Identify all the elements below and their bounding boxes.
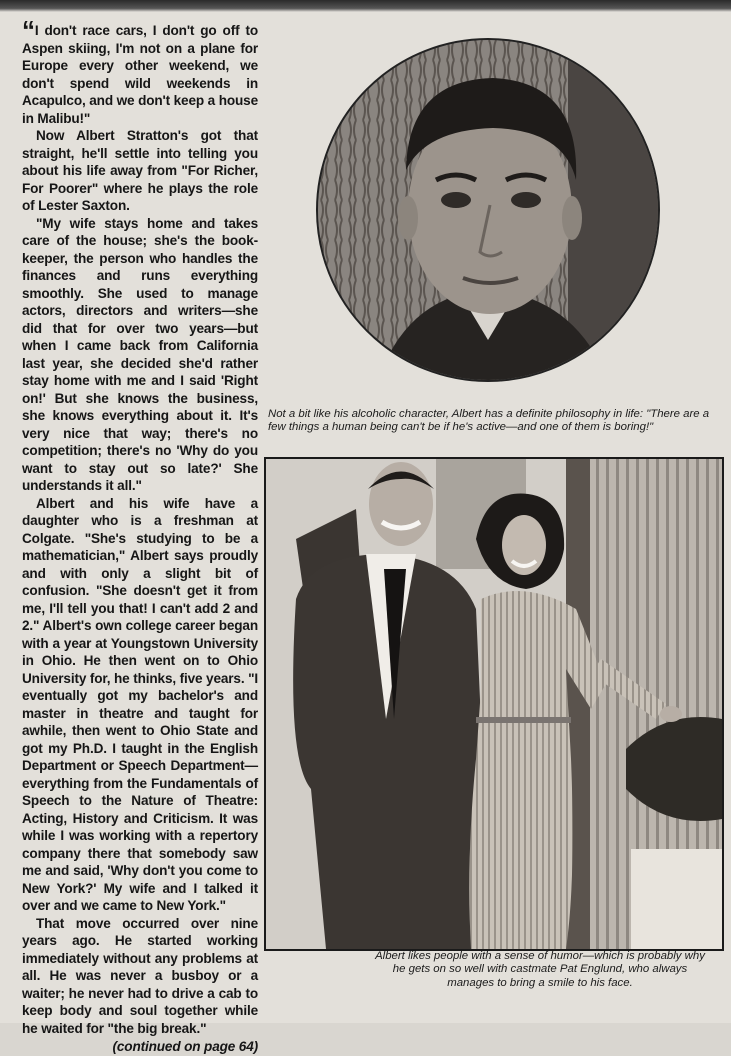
article-paragraph-2: Now Albert Stratton's got that straight, he'll settle into telling you about his life away from "For Richer, For Poorer" where he plays the role of Lester Saxton. [22,128,258,213]
article-paragraph-3: "My wife stays home and takes care of the house; she's the book-keeper, the person who handles the finances and runs everything smoothly. She used to manage actors, directors and writers—she did that for over two years—but when I came back from California last year, she decided she'd rather stay home with me and I said 'Right on!' But she knows the business, she knows everything about it. It's very nice that way; there's no competition; there's no 'Why do you want to stay out so late?' She understands it all." [22,215,258,493]
opening-quote: “ [22,15,35,45]
article-paragraph-1: “I don't race cars, I don't go off to Aspen skiing, I'm not on a plane for Europe every other weekend, we don't spend wild weekends in Acapulco, and we don't keep a house in Malibu!" [22,15,258,126]
portrait-photo [316,38,660,382]
article-paragraph-4: Albert and his wife have a daughter who is a freshman at Colgate. "She's studying to be a mathematician," Albert says proudly and with only a slight bit of confusion. "She doesn't get it from me, I'll tell you that! I can't add 2 and 2." Albert's own college career began with a year at Youngstown University in Ohio. He then went on to Ohio University for, he thinks, five years. "I eventually got my bachelor's and master in theatre and taught for awhile, then went to Ohio State and got my Ph.D. I taught in the English Department or Speech Department—everything from the Fundamentals of Speech to the Nature of Theatre: Acting, History and Criticism. It was while I was working with a repertory company there that somebody saw me and said, 'Why don't you come to New York?' My wife and I talked it over and we came to New York." [22,495,259,913]
couple-caption: Albert likes people with a sense of humor—which is probably why he gets on so well with castmate Pat Englund, who always manages to bring a smile to his face. [375,950,705,989]
article-column [22,15,259,1056]
couple-photo [264,457,724,951]
portrait-caption: Not a bit like his alcoholic character, Albert has a definite philosophy in life: "There are a few things a human being can't be if he's active—and one of them is boring!" [268,408,710,434]
top-rule [0,0,731,12]
article-paragraph-5: That move occurred over nine years ago. He started working immediately without any problems at all. He was never a busboy or a waiter; he never had to drive a cab to keep body and soul together while he waited for "the big break." [22,915,258,1036]
continued-note: (continued on page 64) [112,1039,258,1054]
